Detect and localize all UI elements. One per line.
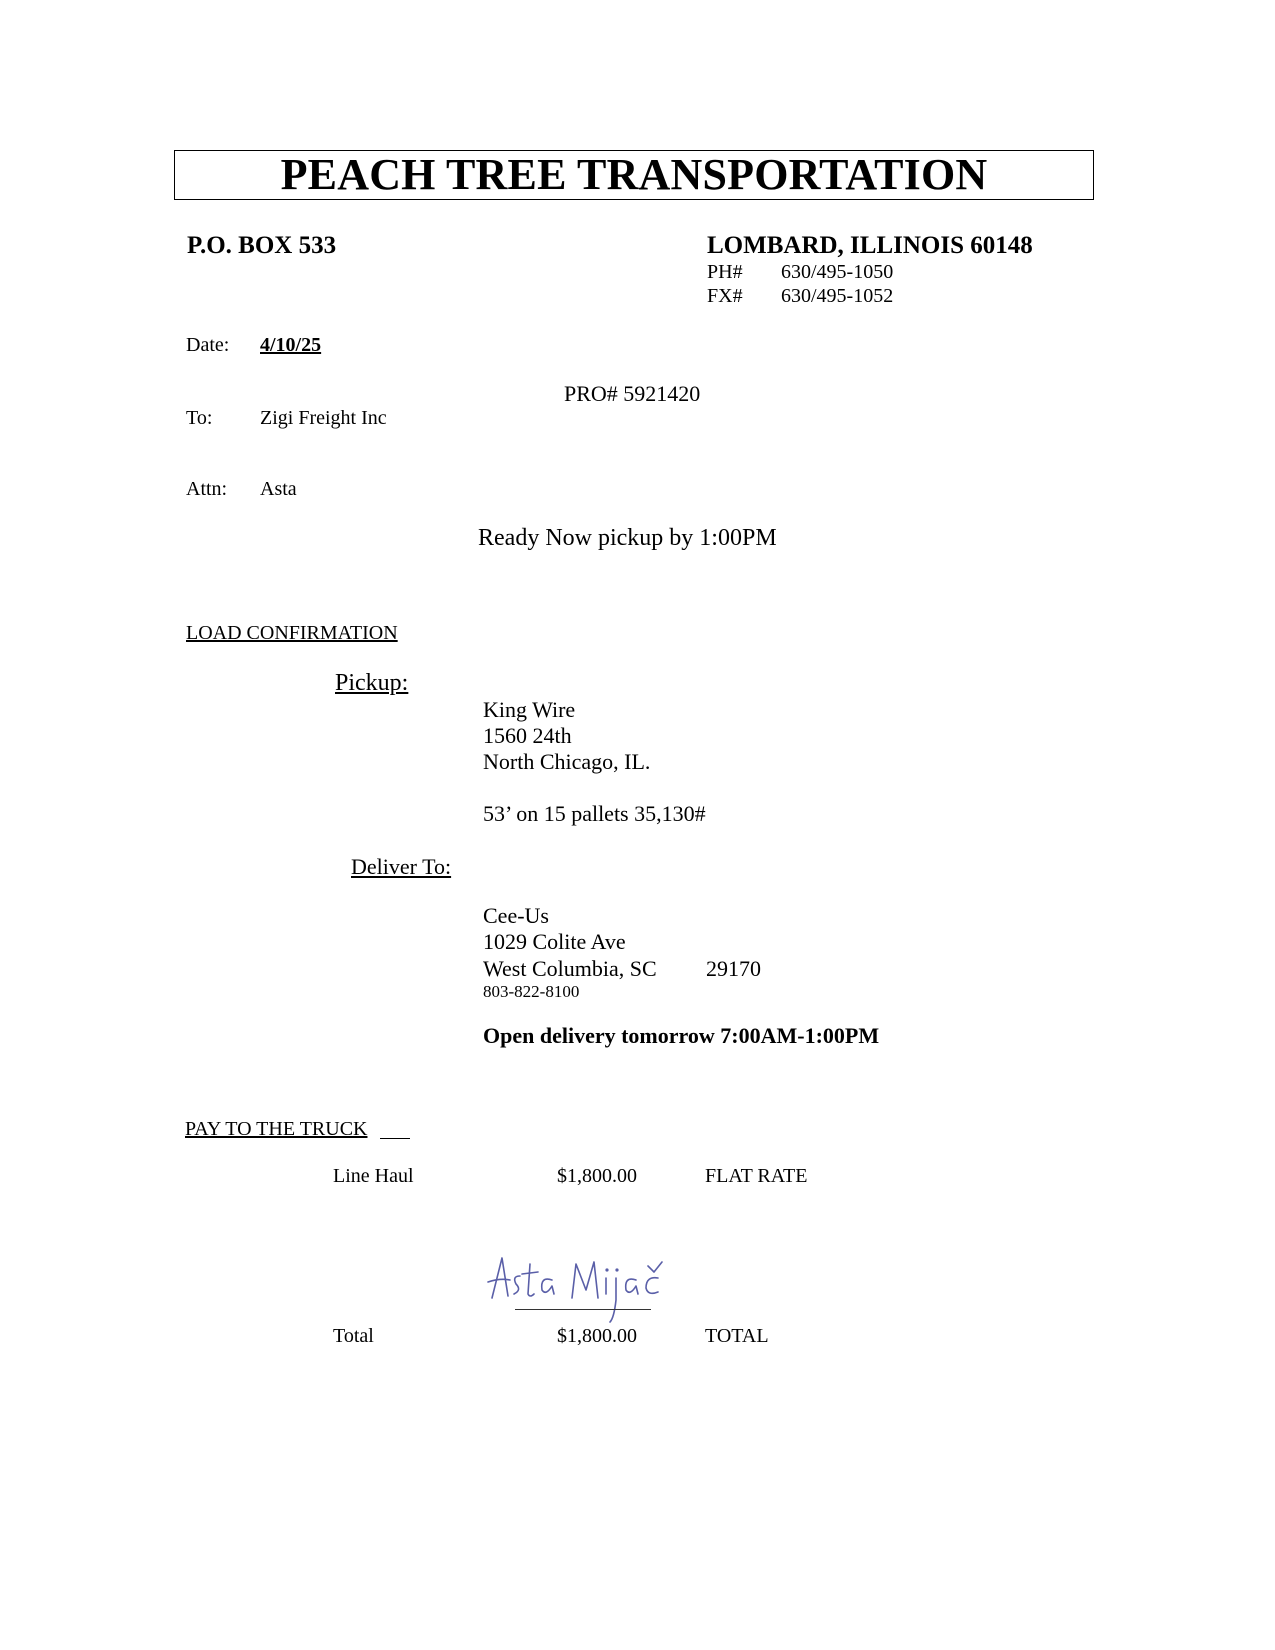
line-haul-label: Line Haul [333,1165,414,1187]
load-details: 53’ on 15 pallets 35,130# [483,801,706,826]
deliver-zip: 29170 [706,956,761,981]
ready-note: Ready Now pickup by 1:00PM [478,525,777,551]
deliver-phone: 803-822-8100 [483,982,580,1001]
signature-line [515,1309,651,1310]
deliver-name: Cee-Us [483,903,549,928]
total-type: TOTAL [705,1325,769,1347]
date-value: 4/10/25 [260,334,322,356]
total-amount: $1,800.00 [557,1325,637,1347]
pickup-city: North Chicago, IL. [483,749,651,774]
attn-value: Asta [260,478,297,500]
fax-number: 630/495-1052 [781,285,894,307]
phone-number: 630/495-1050 [781,261,894,283]
phone-label: PH# [707,261,743,283]
company-name: PEACH TREE TRANSPORTATION [280,150,988,199]
total-label: Total [333,1325,374,1347]
deliver-to-label: Deliver To: [351,854,452,879]
pay-to-truck-heading: PAY TO THE TRUCK [185,1118,368,1140]
to-label: To: [186,407,213,429]
load-confirmation-heading: LOAD CONFIRMATION [186,622,398,644]
delivery-note: Open delivery tomorrow 7:00AM-1:00PM [483,1023,880,1048]
pickup-name: King Wire [483,697,576,722]
to-value: Zigi Freight Inc [260,407,387,429]
handwritten-signature [486,1248,686,1328]
deliver-city: West Columbia, SC [483,956,657,981]
attn-label: Attn: [186,478,228,500]
deliver-street: 1029 Colite Ave [483,929,626,954]
line-haul-type: FLAT RATE [705,1165,808,1187]
date-label: Date: [186,334,230,356]
po-box: P.O. BOX 533 [187,232,337,259]
pickup-label: Pickup: [335,670,409,696]
pro-number: PRO# 5921420 [564,381,701,406]
pickup-street: 1560 24th [483,723,572,748]
fax-label: FX# [707,285,743,307]
company-title-box [174,150,1094,200]
heading-underline [380,1138,410,1139]
line-haul-amount: $1,800.00 [557,1165,637,1187]
city-state-zip: LOMBARD, ILLINOIS 60148 [707,232,1033,259]
